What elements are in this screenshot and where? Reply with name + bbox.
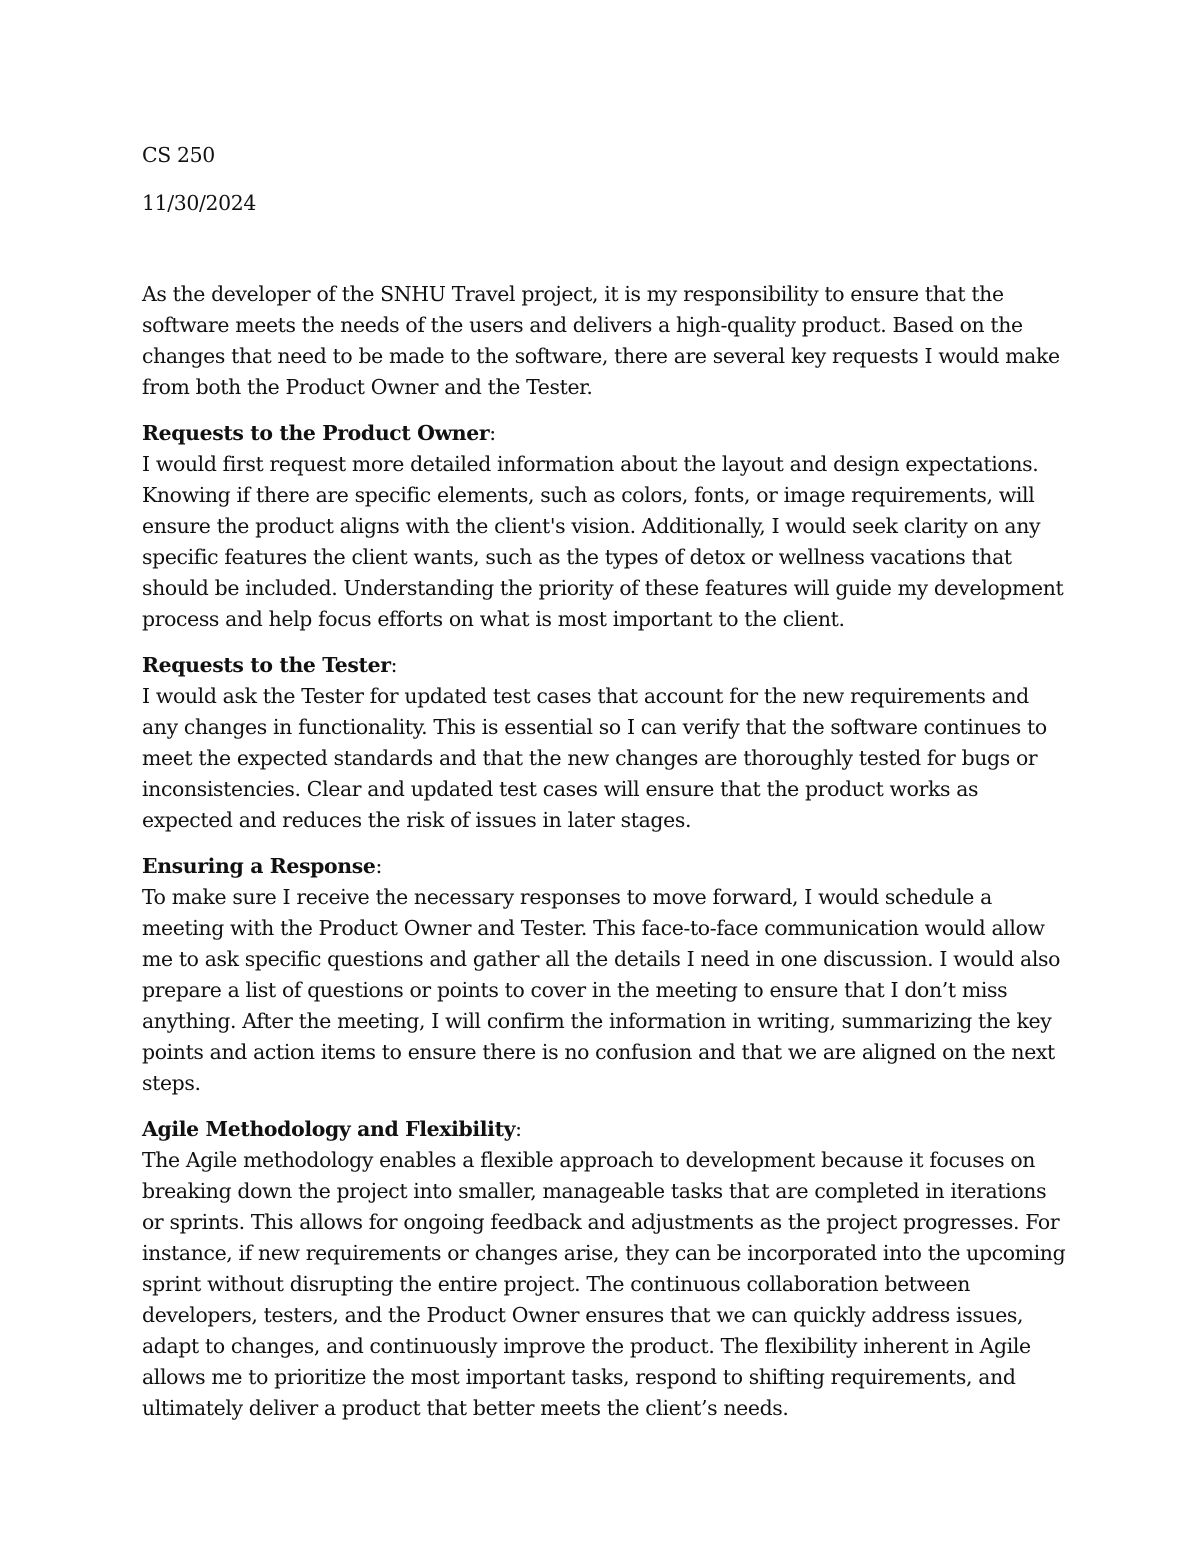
section-ensuring-response bbox=[142, 851, 1067, 1099]
section-heading-line bbox=[142, 851, 1067, 882]
section-paragraph: The Agile methodology enables a flexible approach to development because it focuses on breaking down the project into smaller, manageable tasks that are completed in iterations or sprints. This allows for ongoing feedback and adjustments as the project progresses. For instance, if new requirements or changes arise, they can be incorporated into the upcoming sprint without disrupting the entire project. The continuous collaboration between developers, testers, and the Product Owner ensures that we can quickly address issues, adapt to changes, and continuously improve the product. The flexibility inherent in Agile allows me to prioritize the most important tasks, respond to shifting requirements, and ultimately deliver a product that better meets the client’s needs. bbox=[142, 1148, 1066, 1420]
course-label: CS 250 bbox=[142, 143, 215, 167]
document-body bbox=[142, 140, 1067, 1439]
heading-colon: : bbox=[375, 854, 383, 878]
section-heading-line bbox=[142, 650, 1067, 681]
section-agile bbox=[142, 1114, 1067, 1424]
section-paragraph: I would ask the Tester for updated test cases that account for the new requirements and any changes in functionality. This is essential so I can verify that the software continues to meet the expected standards and that the new changes are thoroughly tested for bugs or inconsistencies. Clear and updated test cases will ensure that the product works as expected and reduces the risk of issues in later stages. bbox=[142, 684, 1047, 832]
heading-colon: : bbox=[390, 653, 398, 677]
intro-paragraph: As the developer of the SNHU Travel project, it is my responsibility to ensure that the software meets the needs of the users and delivers a high-quality product. Based on the changes that need to be made to the software, there are several key requests I would make from both the Product Owner and the Tester. bbox=[142, 282, 1060, 399]
section-heading: Agile Methodology and Flexibility bbox=[142, 1117, 516, 1141]
section-paragraph: To make sure I receive the necessary responses to move forward, I would schedule a meeting with the Product Owner and Tester. This face-to-face communication would allow me to ask specific questions and gather all the details I need in one discussion. I would also prepare a list of questions or points to cover in the meeting to ensure that I don’t miss anything. After the meeting, I will confirm the information in writing, summarizing the key points and action items to ensure there is no confusion and that we are aligned on the next steps. bbox=[142, 885, 1061, 1095]
heading-colon: : bbox=[489, 421, 496, 445]
heading-colon: : bbox=[515, 1117, 522, 1141]
section-heading: Requests to the Tester bbox=[142, 653, 391, 677]
section-tester bbox=[142, 650, 1067, 836]
section-heading-line bbox=[142, 1114, 1067, 1145]
document-date: 11/30/2024 bbox=[142, 191, 257, 215]
section-heading: Ensuring a Response bbox=[142, 854, 376, 878]
section-heading: Requests to the Product Owner bbox=[142, 421, 490, 445]
section-heading-line bbox=[142, 418, 1067, 449]
section-product-owner bbox=[142, 418, 1067, 635]
section-paragraph: I would first request more detailed information about the layout and design expectations. Knowing if there are specific elements, such as colors, fonts, or image requirements, will ensure the product aligns with the client's vision. Additionally, I would seek clarity on any specific features the client wants, such as the types of detox or wellness vacations that should be included. Understanding the priority of these features will guide my development process and help focus efforts on what is most important to the client. bbox=[142, 452, 1064, 631]
